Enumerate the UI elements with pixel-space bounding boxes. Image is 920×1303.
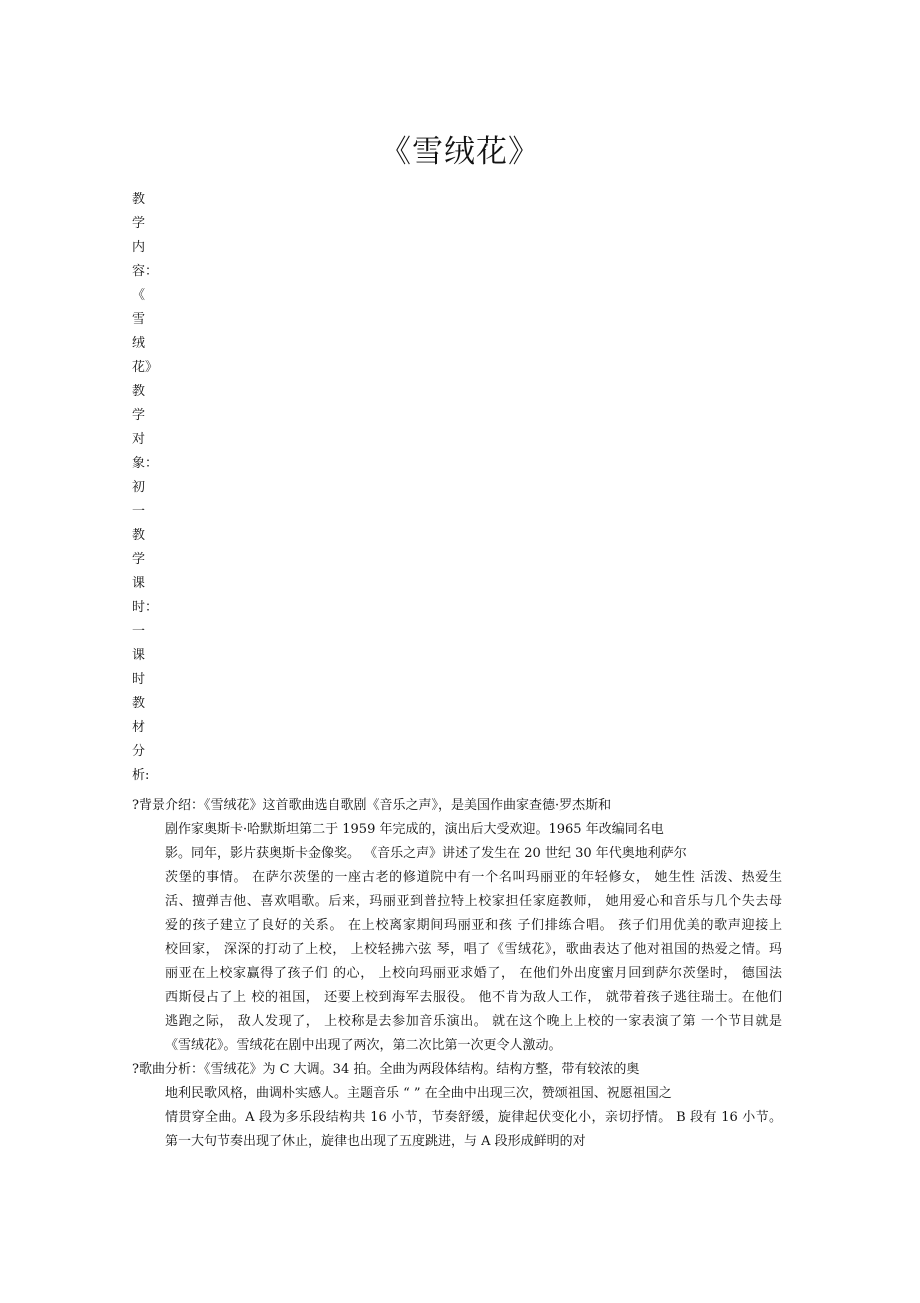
vertical-char: 课	[132, 576, 146, 591]
vertical-char: 内	[132, 240, 146, 255]
vertical-char: 雪	[132, 312, 146, 327]
vertical-char: 绒	[132, 336, 146, 351]
vertical-char: 学	[132, 552, 146, 567]
vertical-char: 一	[132, 504, 146, 519]
vertical-char: 《	[132, 288, 146, 303]
vertical-char: 花》	[132, 360, 159, 375]
vertical-char: 教	[132, 696, 146, 711]
vertical-char: 时：	[132, 600, 159, 615]
paragraph-line: 茨堡的事情。 在萨尔茨堡的一座古老的修道院中有一个名叫玛丽亚的年轻修女， 她生性 活泼、热爱生	[165, 870, 782, 885]
paragraph-line: 《雪绒花》。雪绒花在剧中出现了两次，第二次比第一次更令人激动。	[165, 1038, 562, 1053]
vertical-char: 学	[132, 408, 146, 423]
paragraph-line: 第一大句节奏出现了休止，旋律也出现了五度跳进，与 A 段形成鲜明的对	[165, 1134, 586, 1149]
vertical-char: 材	[132, 720, 146, 735]
vertical-info-column	[132, 188, 192, 788]
vertical-char: 教	[132, 384, 146, 399]
document-title: 《雪绒花》	[380, 134, 540, 170]
document-body	[132, 794, 782, 1154]
vertical-char: 教	[132, 528, 146, 543]
paragraph-line: 活、擅弹吉他、喜欢唱歌。后来，玛丽亚到普拉特上校家担任家庭教师， 她用爱心和音乐与几个失去母	[165, 894, 782, 909]
vertical-char: 课	[132, 648, 146, 663]
vertical-char: 学	[132, 216, 146, 231]
paragraph-line: 校回家， 深深的打动了上校， 上校轻拂六弦 琴，唱了《雪绒花》，歌曲表达了他对祖国的热爱之情。玛	[165, 942, 782, 957]
vertical-char: 析:	[132, 768, 150, 783]
background-heading-line: ?背景介绍：《雪绒花》这首歌曲选自歌剧《音乐之声》，是美国作曲家查德·罗杰斯和	[132, 798, 612, 813]
vertical-char: 教	[132, 192, 146, 207]
paragraph-line: 逃跑之际， 敌人发现了， 上校称是去参加音乐演出。 就在这个晚上上校的一家表演了第 一个节目就是	[165, 1014, 782, 1029]
vertical-char: 象：	[132, 456, 159, 471]
paragraph-line: 影。同年，影片获奥斯卡金像奖。 《音乐之声》讲述了发生在 20 世纪 30 年代奥地利萨尔	[165, 846, 687, 861]
vertical-char: 对	[132, 432, 146, 447]
paragraph-line: 西斯侵占了上 校的祖国， 还要上校到海军去服役。 他不肯为敌人工作， 就带着孩子逃往瑞士。在他们	[165, 990, 782, 1005]
vertical-char: 容：	[132, 264, 159, 279]
paragraph-line: 丽亚在上校家赢得了孩子们 的心， 上校向玛丽亚求婚了， 在他们外出度蜜月回到萨尔茨堡时， 德国法	[165, 966, 782, 981]
vertical-char: 时	[132, 672, 146, 687]
paragraph-line: 地利民歌风格，曲调朴实感人。主题音乐 “ ” 在全曲中出现三次，赞颂祖国、祝愿祖国之	[165, 1086, 672, 1101]
paragraph-line: 剧作家奥斯卡·哈默斯坦第二于 1959 年完成的，演出后大受欢迎。1965 年改编同名电	[165, 822, 664, 837]
song-analysis-heading-line: ?歌曲分析：《雪绒花》为 C 大调。34 拍。全曲为两段体结构。结构方整，带有较浓的奥	[132, 1062, 640, 1077]
paragraph-line: 情贯穿全曲。A 段为多乐段结构共 16 小节，节奏舒缓，旋律起伏变化小，亲切抒情。 B 段有 16 小节。	[165, 1110, 782, 1125]
vertical-char: 一	[132, 624, 146, 639]
vertical-char: 分	[132, 744, 146, 759]
vertical-char: 初	[132, 480, 146, 495]
paragraph-line: 爱的孩子建立了良好的关系。 在上校离家期间玛丽亚和孩 子们排练合唱。 孩子们用优美的歌声迎接上	[165, 918, 782, 933]
